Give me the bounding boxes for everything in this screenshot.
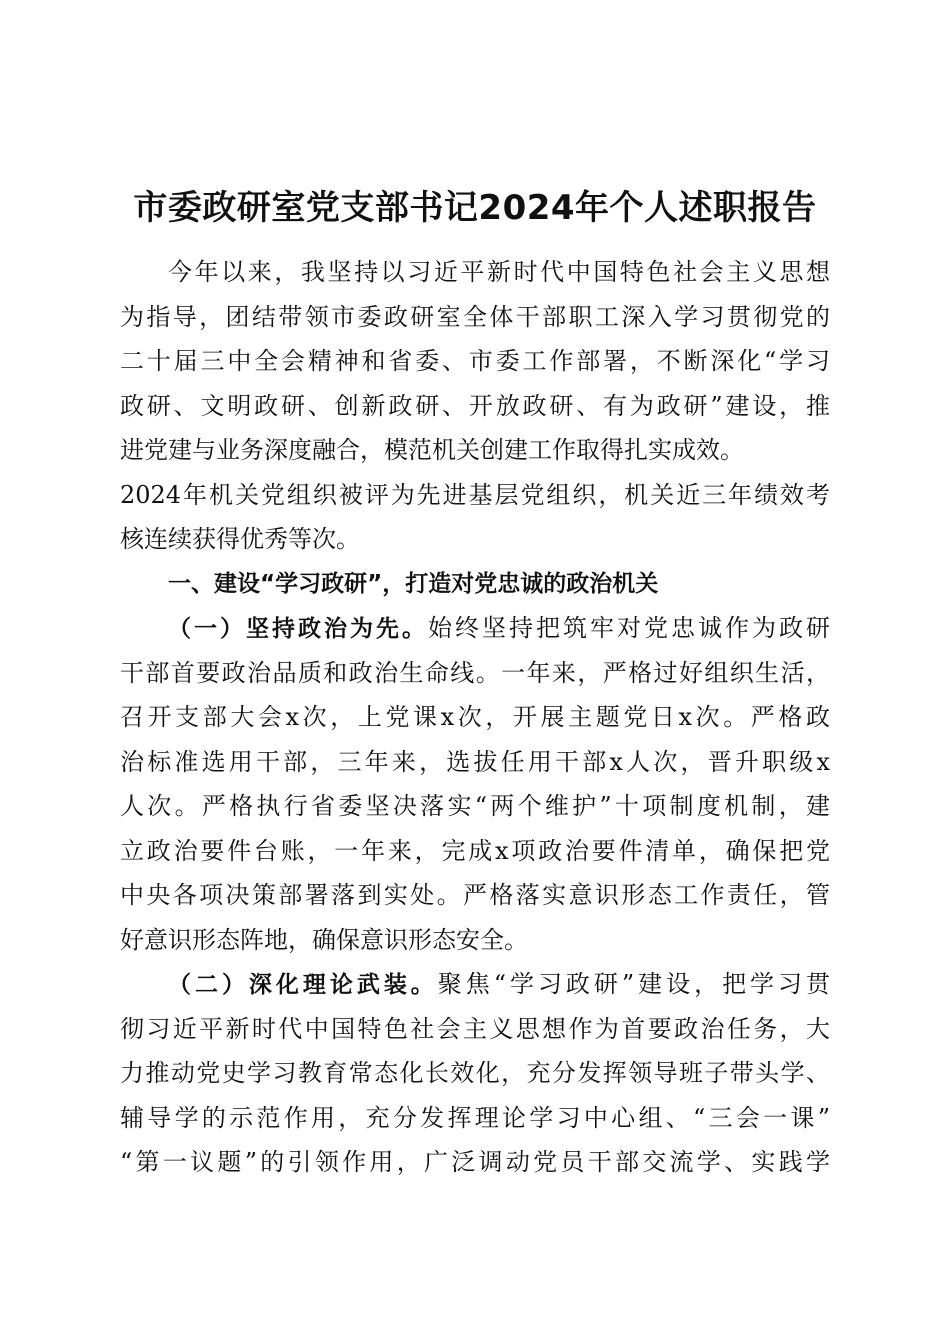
subsection-title: （一）坚持政治为先。 [168, 616, 428, 642]
paragraph-line: 进党建与业务深度融合，模范机关创建工作取得扎实成效。 [120, 436, 744, 464]
intro-paragraph [120, 250, 830, 562]
paragraph-line: 今年以来，我坚持以习近平新时代中国特色社会主义思想 [168, 258, 830, 286]
paragraph-first-line [120, 606, 830, 651]
paragraph-line: 力推动党史学习教育常态化长效化，充分发挥领导班子带头学、 [120, 1059, 830, 1087]
paragraph-line: 好意识形态阵地，确保意识形态安全。 [120, 925, 528, 954]
paragraph-text: 聚焦“学习政研”建设，把学习贯 [437, 970, 831, 998]
paragraph-line: 2024年机关党组织被评为先进基层党组织，机关近三年绩效考 [120, 480, 830, 509]
paragraph-line: 政研、文明政研、创新政研、开放政研、有为政研”建设，推 [120, 391, 830, 420]
paragraph-line: 立政治要件台账，一年来，完成x项政治要件清单，确保把党 [120, 836, 830, 865]
paragraph-line: 人次。严格执行省委坚决落实“两个维护”十项制度机制，建 [120, 792, 830, 820]
paragraph-line: 核连续获得优秀等次。 [120, 525, 360, 553]
section-heading: 一、建设“学习政研”，打造对党忠诚的政治机关 [168, 570, 659, 597]
subsection-2 [120, 962, 830, 1185]
paragraph-line: 治标准选用干部，三年来，选拔任用干部x人次，晋升职级x [120, 747, 830, 776]
paragraph-line: 中央各项决策部署落到实处。严格落实意识形态工作责任，管 [120, 881, 830, 909]
subsection-1 [120, 606, 830, 962]
paragraph-line: “第一议题”的引领作用，广泛调动党员干部交流学、实践学 [120, 1148, 830, 1176]
document-title: 市委政研室党支部书记2024年个人述职报告 [133, 188, 817, 228]
document-body [120, 250, 830, 1185]
paragraph-first-line [120, 962, 830, 1007]
subsection-title: （二）深化理论武装。 [168, 972, 438, 998]
paragraph-line: 召开支部大会x次，上党课x次，开展主题党日x次。严格政 [120, 703, 830, 731]
paragraph-text: 始终坚持把筑牢对党忠诚作为政研 [428, 614, 830, 642]
paragraph-line: 为指导，团结带领市委政研室全体干部职工深入学习贯彻党的 [120, 302, 830, 331]
paragraph-line: 干部首要政治品质和政治生命线。一年来，严格过好组织生活， [120, 658, 830, 687]
paragraph-line: 二十届三中全会精神和省委、市委工作部署，不断深化“学习 [120, 347, 830, 375]
paragraph-line: 彻习近平新时代中国特色社会主义思想作为首要政治任务，大 [120, 1014, 830, 1043]
paragraph-line: 辅导学的示范作用，充分发挥理论学习中心组、“三会一课” [120, 1103, 830, 1132]
